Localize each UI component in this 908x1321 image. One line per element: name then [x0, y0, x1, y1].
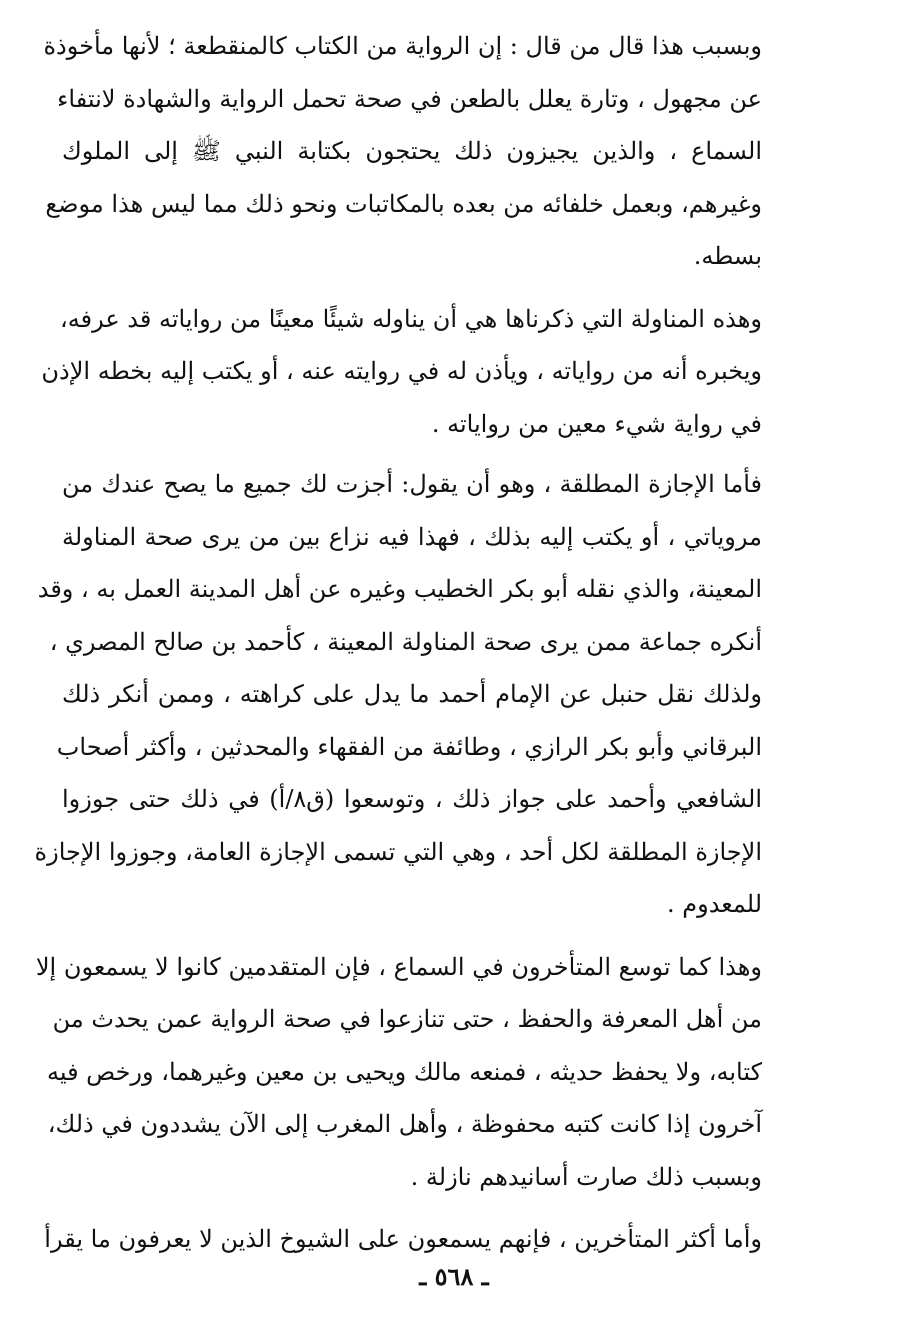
- paragraph-4: [35, 941, 762, 1204]
- paragraph-1: [43, 20, 762, 283]
- text-line: للمعدوم .: [666, 890, 762, 918]
- text-line: أنكره جماعة ممن يرى صحة المناولة المعينة ، كأحمد بن صالح المصري ،: [49, 627, 762, 656]
- text-line: وهذه المناولة التي ذكرناها هي أن يناوله شيئًا معينًا من رواياته قد عرفه،: [59, 304, 762, 333]
- text-line: وأما أكثر المتأخرين ، فإنهم يسمعون على الشيوخ الذين لا يعرفون ما يقرأ: [44, 1225, 762, 1253]
- text-line: وبسبب هذا قال من قال : إن الرواية من الكتاب كالمنقطعة ؛ لأنها مأخوذة: [43, 32, 762, 60]
- text-line: المعينة، والذي نقله أبو بكر الخطيب وغيره عن أهل المدينة العمل به ، وقد: [37, 575, 762, 603]
- text-line: من أهل المعرفة والحفظ ، حتى تنازعوا في صحة الرواية عمن يحدث من: [52, 1005, 762, 1033]
- text-line: مروياتي ، أو يكتب إليه بذلك ، فهذا فيه نزاع بين من يرى صحة المناولة: [62, 522, 762, 551]
- text-line: آخرون إذا كانت كتبه محفوظة ، وأهل المغرب إلى الآن يشددون في ذلك،: [47, 1110, 762, 1138]
- text-line: ولذلك نقل حنبل عن الإمام أحمد ما يدل على كراهته ، وممن أنكر ذلك: [62, 680, 762, 708]
- text-line: في رواية شيء معين من رواياته .: [431, 409, 762, 438]
- paragraph-2: [41, 293, 762, 451]
- text-line: البرقاني وأبو بكر الرازي ، وطائفة من الفقهاء والمحدثين ، وأكثر أصحاب: [56, 732, 762, 761]
- text-line: وهذا كما توسع المتأخرون في السماع ، فإن المتقدمين كانوا لا يسمعون إلا: [35, 952, 762, 981]
- text-line: الإجازة المطلقة لكل أحد ، وهي التي تسمى الإجازة العامة، وجوزوا الإجازة: [34, 837, 762, 866]
- text-line: بسطه.: [693, 242, 762, 270]
- text-line: السماع ، والذين يجيزون ذلك يحتجون بكتابة النبي ﷺ إلى الملوك: [62, 137, 762, 165]
- page-body-text: [34, 20, 762, 1266]
- page-number: ـ ٥٦٨ ـ: [419, 1262, 489, 1291]
- text-line: فأما الإجازة المطلقة ، وهو أن يقول: أجزت لك جميع ما يصح عندك من: [62, 470, 762, 498]
- text-line: كتابه، ولا يحفظ حديثه ، فمنعه مالك ويحيى بن معين وغيرهما، ورخص فيه: [46, 1057, 762, 1086]
- paragraph-3: [34, 458, 762, 931]
- text-line: وغيرهم، وبعمل خلفائه من بعده بالمكاتبات ونحو ذلك مما ليس هذا موضع: [45, 189, 762, 218]
- paragraph-5: [44, 1213, 762, 1266]
- text-line: ويخبره أنه من رواياته ، ويأذن له في روايته عنه ، أو يكتب إليه بخطه الإذن: [41, 357, 762, 385]
- text-line: الشافعي وأحمد على جواز ذلك ، وتوسعوا (ق٨/أ) في ذلك حتى جوزوا: [62, 785, 762, 813]
- text-line: عن مجهول ، وتارة يعلل بالطعن في صحة تحمل الرواية والشهادة لانتفاء: [57, 84, 762, 113]
- text-line: وبسبب ذلك صارت أسانيدهم نازلة .: [410, 1162, 762, 1191]
